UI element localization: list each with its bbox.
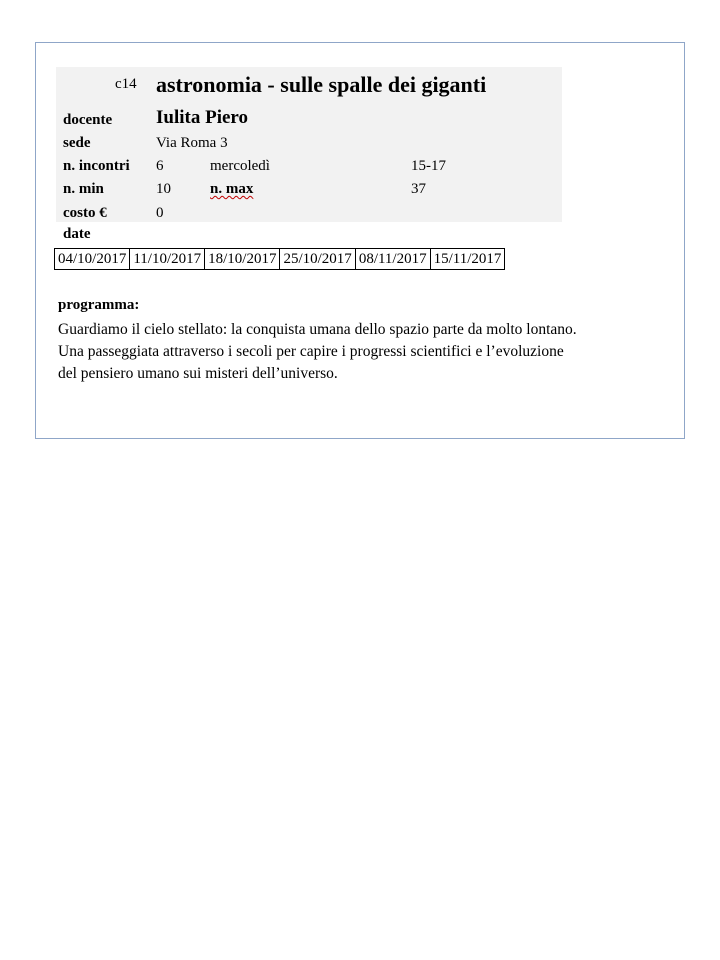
- costo-value: 0: [156, 205, 164, 221]
- min-value: 10: [156, 181, 171, 197]
- programma-line: Guardiamo il cielo stellato: la conquista umana dello spazio parte da molto lontano.: [58, 321, 577, 338]
- day-value: mercoledì: [210, 158, 270, 174]
- date-cell: 15/11/2017: [430, 249, 505, 270]
- programma-text: [58, 319, 678, 385]
- programma-line: del pensiero umano sui misteri dell’universo.: [58, 365, 338, 382]
- course-title: astronomia - sulle spalle dei giganti: [156, 72, 487, 97]
- date-cell: 04/10/2017: [55, 249, 130, 270]
- incontri-value: 6: [156, 158, 164, 174]
- date-label: date: [63, 226, 91, 242]
- programma-line: Una passeggiata attraverso i secoli per capire i progressi scientifici e l’evoluzione: [58, 343, 564, 360]
- sede-label: sede: [63, 135, 91, 151]
- date-cell: 08/11/2017: [355, 249, 430, 270]
- max-value: 37: [411, 181, 426, 197]
- docente-label: docente: [63, 112, 113, 128]
- max-label: n. max: [210, 181, 254, 197]
- min-label: n. min: [63, 181, 104, 197]
- date-cell: 11/10/2017: [130, 249, 205, 270]
- date-cell: 18/10/2017: [205, 249, 280, 270]
- costo-label: costo €: [63, 205, 107, 221]
- time-value: 15-17: [411, 158, 446, 174]
- course-code: c14: [115, 76, 137, 92]
- incontri-label: n. incontri: [63, 158, 130, 174]
- date-cell: 25/10/2017: [280, 249, 355, 270]
- dates-row: [55, 249, 505, 270]
- docente-value: Iulita Piero: [156, 107, 249, 128]
- dates-table: [54, 248, 505, 270]
- sede-value: Via Roma 3: [156, 135, 228, 151]
- programma-label: programma:: [58, 297, 140, 313]
